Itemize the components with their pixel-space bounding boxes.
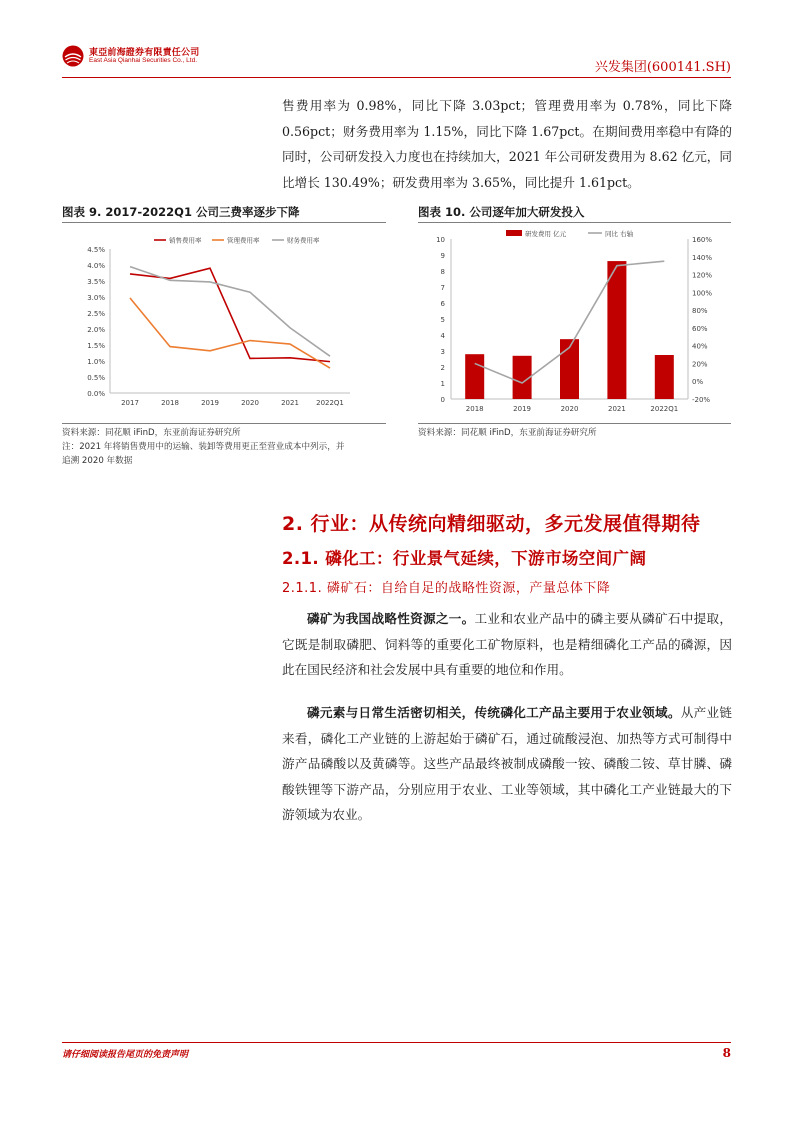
disclaimer-note: 请仔细阅读报告尾页的免责声明 <box>62 1050 189 1060</box>
left-tick-label: 10 <box>436 236 445 244</box>
page-number: 8 <box>722 1046 731 1060</box>
bar-rd-expense <box>465 354 484 399</box>
x-tick-label: 2021 <box>281 399 299 407</box>
figure-9-chart <box>62 228 386 422</box>
right-tick-label: -20% <box>692 396 711 404</box>
figure-10-chart <box>418 228 731 422</box>
section-heading-2-1-1: 2.1.1. 磷矿石：自给自足的战略性资源，产量总体下降 <box>282 581 611 596</box>
legend-label: 管理费用率 <box>227 236 260 245</box>
paragraph-lead: 磷元素与日常生活密切相关，传统磷化工产品主要用于农业领域。 <box>307 705 681 720</box>
company-name-cn: 東亞前海證券有限責任公司 <box>89 48 200 58</box>
figure-9-source: 资料来源：同花顺 iFinD，东亚前海证券研究所 <box>62 428 241 438</box>
left-tick-label: 9 <box>440 252 445 260</box>
x-tick-label: 2019 <box>513 405 532 413</box>
figure-9-bottom-rule <box>62 423 386 424</box>
company-name-en: East Asia Qianhai Securities Co., Ltd. <box>89 57 198 64</box>
paragraph-body: 从产业链来看，磷化工产业链的上游起始于磷矿石，通过硫酸浸泡、加热等方式可制得中游产品磷酸以及黄磷等。这些产品最终被制成磷酸一铵、磷酸二铵、草甘膦、磷酸铁锂等下游产品，分别应用于农业、工业等领域，其中磷化工产业链最大的下游领域为农业。 <box>282 705 733 822</box>
paragraph-body: 工业和农业产品中的磷主要从磷矿石中提取，它既是制取磷肥、饲料等的重要化工矿物原料，也是精细磷化工产品的磷源，因此在国民经济和社会发展中具有重要的地位和作用。 <box>282 611 733 677</box>
bar-rd-expense <box>607 261 626 399</box>
left-tick-label: 7 <box>440 284 445 292</box>
figure-9-note-line1: 注：2021 年将销售费用中的运输、装卸等费用更正至营业成本中列示，并 <box>62 442 345 452</box>
y-tick-label: 4.0% <box>87 262 105 270</box>
left-tick-label: 5 <box>440 316 445 324</box>
left-tick-label: 1 <box>440 380 445 388</box>
y-tick-label: 4.5% <box>87 246 105 254</box>
section-heading-2-1: 2.1. 磷化工：行业景气延续，下游市场空间广阔 <box>282 549 647 568</box>
right-tick-label: 60% <box>692 324 708 333</box>
x-tick-label: 2020 <box>241 399 259 407</box>
footer-divider <box>62 1042 731 1043</box>
x-tick-label: 2018 <box>465 405 484 413</box>
y-tick-label: 3.0% <box>87 294 105 302</box>
x-tick-label: 2022Q1 <box>650 405 679 413</box>
bar-rd-expense <box>655 355 674 399</box>
left-tick-label: 2 <box>440 364 445 372</box>
left-tick-label: 3 <box>440 348 445 356</box>
legend-swatch <box>506 230 522 236</box>
report-ticker: 兴发集团(600141.SH) <box>594 60 731 75</box>
y-tick-label: 2.5% <box>87 310 105 318</box>
left-tick-label: 6 <box>440 300 445 308</box>
right-tick-label: 40% <box>692 342 708 351</box>
paragraph-phosphate-strategic <box>282 606 732 683</box>
figure-9-note-line2: 追溯 2020 年数据 <box>62 456 133 466</box>
figure-9-title: 图表 9. 2017-2022Q1 公司三费率逐步下降 <box>62 205 300 219</box>
x-tick-label: 2019 <box>201 399 219 407</box>
section-heading-2: 2. 行业：从传统向精细驱动，多元发展值得期待 <box>282 513 701 535</box>
y-tick-label: 3.5% <box>87 278 105 286</box>
y-tick-label: 1.5% <box>87 342 105 350</box>
paragraph-lead: 磷矿为我国战略性资源之一。 <box>307 611 475 626</box>
figure-10-source: 资料来源：同花顺 iFinD，东亚前海证券研究所 <box>418 428 597 438</box>
legend-label: 同比 右轴 <box>605 230 634 238</box>
left-tick-label: 0 <box>440 396 445 404</box>
x-tick-label: 2022Q1 <box>316 399 344 407</box>
right-tick-label: 20% <box>692 360 708 369</box>
x-tick-label: 2018 <box>161 399 179 407</box>
legend-label: 销售费用率 <box>169 236 202 245</box>
legend-label: 研发费用 亿元 <box>525 230 567 238</box>
left-tick-label: 4 <box>440 332 445 340</box>
series-line-1 <box>130 268 330 361</box>
legend-label: 财务费用率 <box>287 236 320 245</box>
x-tick-label: 2021 <box>607 405 626 413</box>
figure-10-title: 图表 10. 公司逐年加大研发投入 <box>418 205 585 219</box>
left-tick-label: 8 <box>440 268 445 276</box>
x-tick-label: 2017 <box>121 399 139 407</box>
x-tick-label: 2020 <box>560 405 579 413</box>
right-tick-label: 100% <box>692 289 713 298</box>
right-tick-label: 120% <box>692 271 713 280</box>
company-logo <box>62 42 262 76</box>
right-tick-label: 80% <box>692 307 708 316</box>
right-tick-label: 140% <box>692 253 713 262</box>
y-tick-label: 1.0% <box>87 358 105 366</box>
y-tick-label: 2.0% <box>87 326 105 334</box>
right-tick-label: 160% <box>692 236 713 244</box>
intro-paragraph: 售费用率为 0.98%，同比下降 3.03pct；管理费用率为 0.78%，同比下降 0.56pct；财务费用率为 1.15%，同比下降 1.67pct。在期间费用率稳中有降的同时，公司研发投入力度也在持续加大，2021 年公司研发费用为 8.62 亿元，同比增长 130.49%；研发费用率为 3.65%，同比提升 1.61pct。 <box>282 98 732 190</box>
figure-10-top-rule <box>418 222 731 223</box>
figure-10-bottom-rule <box>418 423 731 424</box>
series-line-2 <box>130 298 330 368</box>
y-tick-label: 0.0% <box>87 390 105 398</box>
right-tick-label: 0% <box>692 378 704 387</box>
header-divider <box>62 77 731 78</box>
y-tick-label: 0.5% <box>87 374 105 382</box>
figure-9-top-rule <box>62 222 386 223</box>
logo-icon <box>62 45 84 67</box>
paragraph-phosphorus-agriculture <box>282 700 732 828</box>
